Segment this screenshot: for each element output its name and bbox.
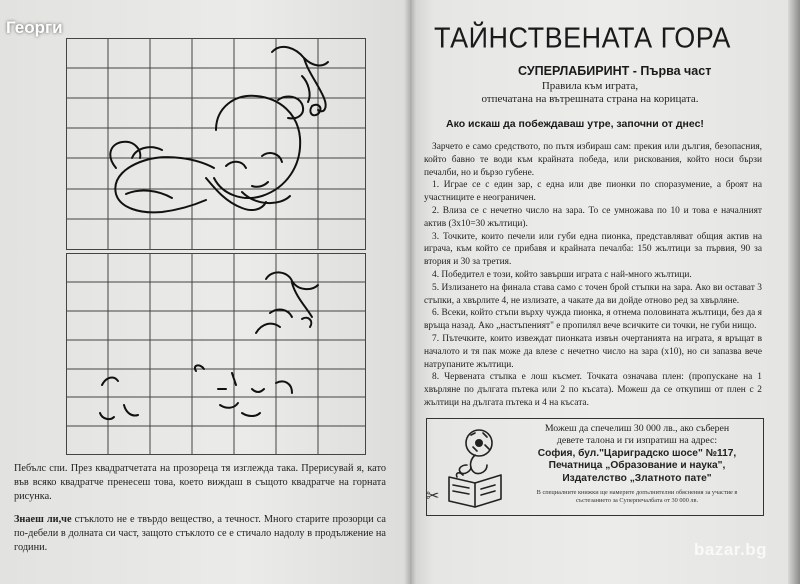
prize-line-2: девете талона и ги изпратиш на адрес: [556,435,718,447]
prize-line-1: Можеш да спечелиш 30 000 лв., ако съберен [544,423,730,434]
game-rules [424,141,762,410]
rule-paragraph: Зарчето е само средството, по пътя избираш сам: прекия или дългия, безопасния, който бавно те води към крайната победа, или рискования, който носи бързи печалби, но и бързо губене. [424,142,762,178]
rule-paragraph: 7. Пътечките, които извеждат пионката извън очертанията на играта, я връщат в началото и тя пак може да влезе с нечетно число на зара (х10), но си запазва вече натрупаните жълтици. [424,333,762,370]
rule-paragraph: 8. Червената стъпка е лош късмет. Точката означава плен: (пропускане на 1 хвърляне по дългата пътека или 2 по късата). Можеш да се откупиш от плен с 2 жълтици на дългата пътека и 4 на късата. [424,372,762,408]
fun-fact-label: Знаеш ли,че [14,514,72,525]
rule-paragraph: 2. Влиза се с нечетно число на зара. То се умножава по 10 и това е началният актив (3х10=30 жълтици). [424,205,762,229]
watermark: bazar.bg [694,540,767,559]
address-line-1: София, бул."Цариградско шосе" №117, [537,447,737,459]
rule-paragraph: 5. Излизането на финала става само с точен брой стъпки на зара. Ако ви остават 3 стъпки, а хвърлите 4, не излизате, а чакате да ви дойде отново ред за хвърляне. [424,282,762,306]
page-subtitle: СУПЕРЛАБИРИНТ - Първа част [518,64,712,78]
fun-fact [14,513,386,555]
rules-heading-line-1: Правила към играта, [541,80,639,92]
page-title: ТАЙНСТВЕНАТА ГОРА [434,22,731,54]
page-edge [788,0,800,584]
address-line-3: Издателство „Златното пате" [562,472,712,484]
rule-paragraph: 4. Победител е този, който завърши играта с най-много жълтици. [432,269,692,280]
rule-paragraph: 3. Точките, които печели или губи една пионка, представляват общия актив на играча, към който се прибавя и крайната печалба: 150 жълтици за първия, 90 за втория и 30 за третия. [424,231,762,268]
book-gutter [404,0,416,584]
drawing-caption: Пебълс спи. През квадратчетата на прозореца тя изглежда така. Прерисувай я, като във всяко квадратче пренесеш това, което виждаш в същото квадратче на горната рисунка. [14,463,386,502]
scissors-icon: ✂ [426,488,440,505]
address-line-2: Печатница „Образование и наука", [548,460,726,472]
fun-fact-text: стъклото не е твърдо вещество, а течност. Много старите прозорци са по-дебели в долната си част, защото стъклото се е стичало надолу в продължение на години. [14,514,387,553]
bottom-drawing-grid [66,253,366,455]
rules-heading-line-2: отпечатана на вътрешната страна на корицата. [481,93,699,105]
top-drawing-grid [66,38,366,250]
mascot-duck-illustration [435,425,517,511]
seller-name[interactable]: Георги [6,18,63,37]
small-print: В специалните книжки ще намерите допълнителни обяснения за участие в състезанието за Суперпечалбата от 30 000 лв. [536,489,738,504]
rule-paragraph: 6. Всеки, който стъпи върху чужда пионка, я отнема половината жълтици, без да я връща назад. Ако „настъпеният" е пропилял вече всичките си точки, не губи нищо. [424,308,762,332]
prize-info [519,423,755,485]
pebbles-drawing [66,38,366,250]
pebbles-partial-drawing [66,253,366,455]
prize-coupon [426,418,764,516]
motto: Ако искаш да побеждаваш утре, започни от днес! [446,118,704,130]
rule-paragraph: 1. Играе се с един зар, с една или две пионки по споразумение, а броят на участниците е неограничен. [424,180,762,204]
rules-heading [470,80,710,106]
